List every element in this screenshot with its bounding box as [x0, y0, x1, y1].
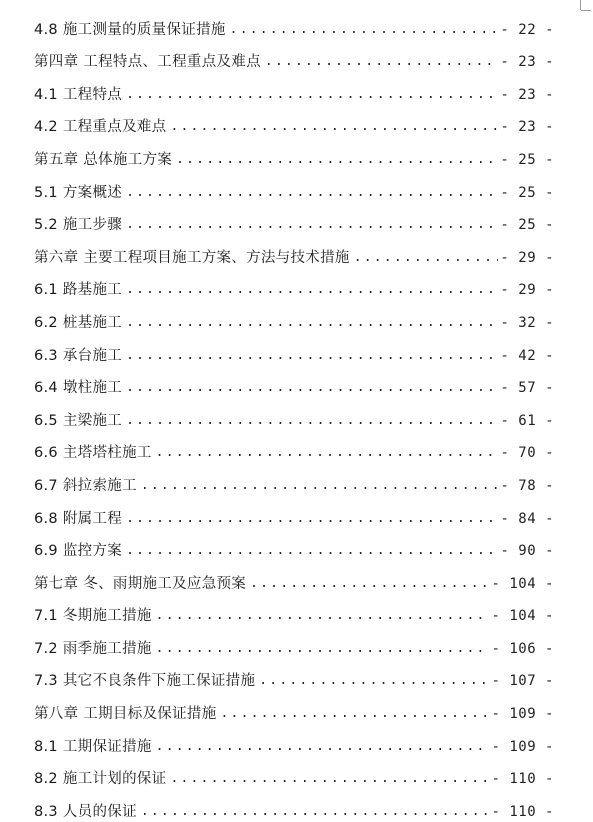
toc-entry-title: 5.2 施工步骤 [34, 217, 123, 234]
toc-entry-title: 8.2 施工计划的保证 [34, 771, 167, 788]
toc-entry-title: 6.6 主塔塔柱施工 [34, 445, 152, 462]
toc-entry-page: - 25 - [500, 151, 554, 168]
toc-entry-page: - 70 - [500, 445, 554, 462]
toc-dot-leader [152, 606, 490, 626]
toc-entry-title: 第七章 冬、雨期施工及应急预案 [34, 575, 247, 592]
toc-entry-page: - 29 - [500, 282, 554, 299]
toc-dot-leader [137, 476, 499, 496]
toc-entry-page: - 25 - [500, 217, 554, 234]
toc-entry-title: 第八章 工期目标及保证措施 [34, 706, 217, 723]
toc-entry[interactable] [34, 691, 554, 724]
toc-entry-title: 6.4 墩柱施工 [34, 380, 123, 397]
toc-dot-leader [255, 671, 489, 691]
toc-entry-title: 8.3 人员的保证 [34, 803, 137, 820]
toc-entry-title: 4.1 工程特点 [34, 86, 123, 103]
toc-entry-title: 6.5 主梁施工 [34, 412, 123, 429]
toc-dot-leader [122, 378, 498, 398]
toc-entry-title: 4.2 工程重点及难点 [34, 119, 167, 136]
toc-entry[interactable] [34, 170, 554, 203]
toc-dot-leader [122, 85, 498, 105]
toc-entry-page: - 23 - [500, 54, 554, 71]
toc-dot-leader [246, 574, 489, 594]
toc-entry[interactable] [34, 398, 554, 431]
toc-entry[interactable] [34, 431, 554, 464]
toc-entry[interactable] [34, 137, 554, 170]
toc-entry-title: 6.9 监控方案 [34, 543, 123, 560]
toc-entry[interactable] [34, 366, 554, 399]
toc-entry-title: 4.8 施工测量的质量保证措施 [34, 21, 226, 38]
toc-entry[interactable] [34, 203, 554, 236]
toc-entry-title: 6.8 附属工程 [34, 510, 123, 527]
toc-dot-leader [122, 183, 498, 203]
toc-entry-page: - 61 - [500, 412, 554, 429]
toc-entry-title: 5.1 方案概述 [34, 184, 123, 201]
toc-dot-leader [122, 411, 498, 431]
toc-entry-page: - 104 - [491, 608, 554, 625]
margin-corner-mark-horizontal [581, 10, 591, 11]
margin-corner-mark [580, 0, 581, 10]
toc-entry[interactable] [34, 561, 554, 594]
toc-entry[interactable] [34, 724, 554, 757]
toc-dot-leader [166, 769, 489, 789]
toc-entry[interactable] [34, 496, 554, 529]
toc-entry-title: 7.1 冬期施工措施 [34, 608, 152, 625]
toc-entry[interactable] [34, 105, 554, 138]
toc-entry-title: 8.1 工期保证措施 [34, 738, 152, 755]
toc-entry-page: - 23 - [500, 119, 554, 136]
toc-entry[interactable] [34, 463, 554, 496]
toc-dot-leader [166, 117, 498, 137]
toc-dot-leader [226, 20, 499, 40]
toc-dot-leader [261, 52, 499, 72]
toc-entry[interactable] [34, 626, 554, 659]
toc-entry[interactable] [34, 333, 554, 366]
toc-entry-page: - 32 - [500, 314, 554, 331]
toc-entry[interactable] [34, 659, 554, 692]
toc-entry-page: - 106 - [491, 640, 554, 657]
toc-entry[interactable] [34, 40, 554, 73]
toc-entry-page: - 110 - [491, 803, 554, 820]
toc-entry-page: - 23 - [500, 86, 554, 103]
toc-entry-page: - 78 - [500, 477, 554, 494]
toc-dot-leader [152, 639, 490, 659]
toc-entry[interactable] [34, 72, 554, 105]
toc-entry-title: 6.3 承台施工 [34, 347, 123, 364]
toc-entry-page: - 110 - [491, 771, 554, 788]
toc-entry-page: - 22 - [500, 21, 554, 38]
toc-entry-title: 6.1 路基施工 [34, 282, 123, 299]
toc-entry[interactable] [34, 268, 554, 301]
toc-entry-page: - 107 - [491, 673, 554, 690]
toc-dot-leader [122, 215, 498, 235]
toc-entry-title: 7.2 雨季施工措施 [34, 640, 152, 657]
toc-entry-title: 7.3 其它不良条件下施工保证措施 [34, 673, 256, 690]
toc-dot-leader [152, 737, 490, 757]
toc-entry-page: - 90 - [500, 543, 554, 560]
toc-entry-title: 第四章 工程特点、工程重点及难点 [34, 54, 261, 71]
toc-entry-page: - 84 - [500, 510, 554, 527]
toc-dot-leader [122, 541, 498, 561]
toc-entry-title: 第五章 总体施工方案 [34, 151, 173, 168]
toc-dot-leader [152, 443, 499, 463]
toc-entry-title: 6.7 斜拉索施工 [34, 477, 137, 494]
toc-entry-page: - 109 - [491, 738, 554, 755]
table-of-contents [34, 7, 554, 822]
toc-dot-leader [172, 150, 498, 170]
toc-entry-page: - 29 - [500, 249, 554, 266]
toc-entry-page: - 57 - [500, 380, 554, 397]
toc-dot-leader [122, 346, 498, 366]
toc-entry[interactable] [34, 594, 554, 627]
toc-entry-page: - 104 - [491, 575, 554, 592]
toc-entry[interactable] [34, 7, 554, 40]
toc-entry-page: - 25 - [500, 184, 554, 201]
toc-entry[interactable] [34, 789, 554, 822]
toc-entry[interactable] [34, 235, 554, 268]
toc-entry[interactable] [34, 757, 554, 790]
toc-entry-page: - 42 - [500, 347, 554, 364]
toc-dot-leader [217, 704, 490, 724]
toc-dot-leader [122, 313, 498, 333]
toc-entry[interactable] [34, 300, 554, 333]
toc-dot-leader [122, 509, 498, 529]
toc-dot-leader [350, 248, 499, 268]
toc-dot-leader [122, 280, 498, 300]
toc-entry-page: - 109 - [491, 706, 554, 723]
toc-entry[interactable] [34, 529, 554, 562]
toc-entry-title: 6.2 桩基施工 [34, 314, 123, 331]
toc-entry-title: 第六章 主要工程项目施工方案、方法与技术措施 [34, 249, 350, 266]
